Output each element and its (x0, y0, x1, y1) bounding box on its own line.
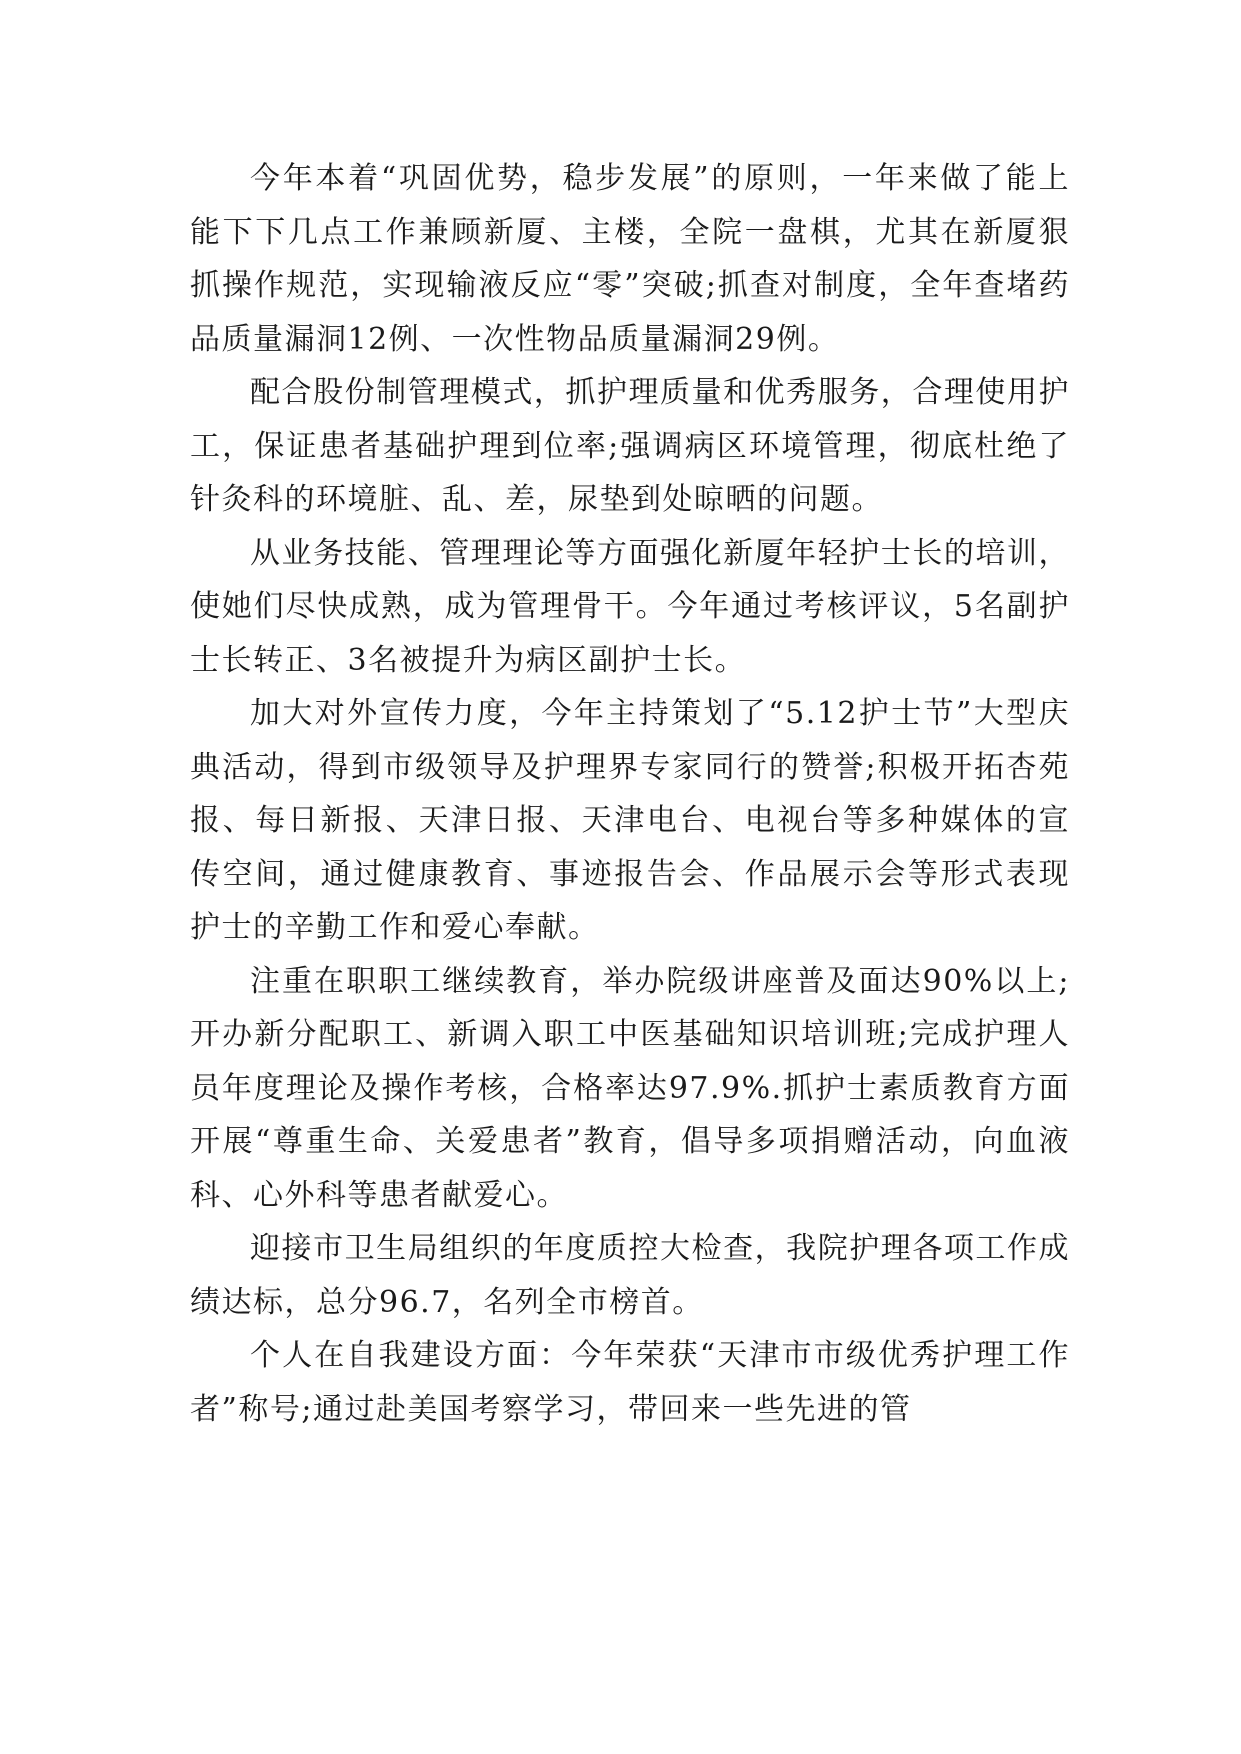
paragraph-quality-inspection: 迎接市卫生局组织的年度质控大检查，我院护理各项工作成绩达标，总分96.7，名列全市榜首。 (190, 1231, 1070, 1320)
paragraph-management-model: 配合股份制管理模式，抓护理质量和优秀服务，合理使用护工，保证患者基础护理到位率;强调病区环境管理，彻底杜绝了针灸科的环境脏、乱、差，尿垫到处晾晒的问题。 (190, 375, 1070, 517)
paragraph-publicity: 加大对外宣传力度，今年主持策划了“5.12护士节”大型庆典活动，得到市级领导及护理界专家同行的赞誉;积极开拓杏苑报、每日新报、天津日报、天津电台、电视台等多种媒体的宣传空间，通过健康教育、事迹报告会、作品展示会等形式表现护士的辛勤工作和爱心奉献。 (190, 696, 1070, 945)
paragraph-consolidate-advantages: 今年本着“巩固优势，稳步发展”的原则，一年来做了能上能下下几点工作兼顾新厦、主楼，全院一盘棋，尤其在新厦狠抓操作规范，实现输液反应“零”突破;抓查对制度，全年查堵药品质量漏洞12例、一次性物品质量漏洞29例。 (190, 161, 1070, 357)
paragraph-continuing-education: 注重在职职工继续教育，举办院级讲座普及面达90%以上;开办新分配职工、新调入职工中医基础知识培训班;完成护理人员年度理论及操作考核，合格率达97.9%.抓护士素质教育方面开展“尊重生命、关爱患者”教育，倡导多项捐赠活动，向血液科、心外科等患者献爱心。 (190, 963, 1070, 1213)
paragraph-head-nurse-training: 从业务技能、管理理论等方面强化新厦年轻护士长的培训，使她们尽快成熟，成为管理骨干。今年通过考核评议，5名副护士长转正、3名被提升为病区副护士长。 (190, 535, 1070, 678)
document-body (190, 152, 1070, 1436)
paragraph-personal-development: 个人在自我建设方面：今年荣获“天津市市级优秀护理工作者”称号;通过赴美国考察学习，带回来一些先进的管 (190, 1338, 1070, 1427)
